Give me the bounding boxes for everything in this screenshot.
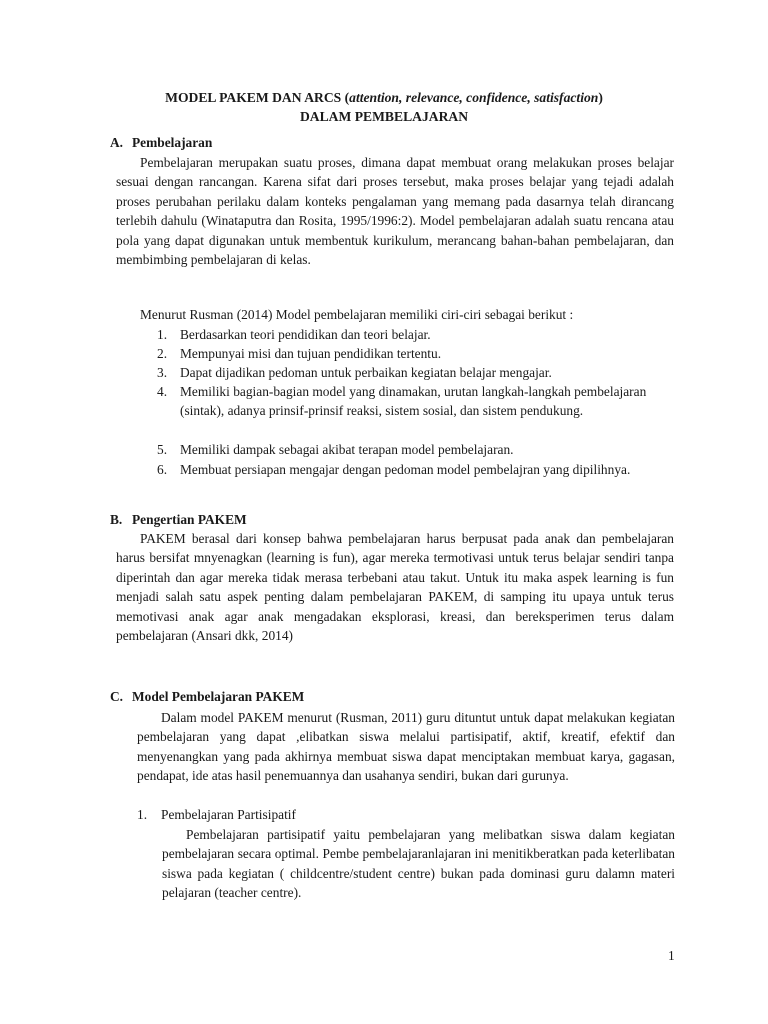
section-c-title: Model Pembelajaran PAKEM xyxy=(132,689,305,704)
section-c-heading xyxy=(110,687,304,706)
list-item: 2. Mempunyai misi dan tujuan pendidikan tertentu. xyxy=(157,346,442,361)
title-prefix: MODEL PAKEM DAN ARCS ( xyxy=(165,90,350,105)
list-item: 4. Memiliki bagian-bagian model yang dinamakan, urutan langkah-langkah pembelajaran (sintak), adanya prinsif-prinsif reaksi, sistem sosial, dan sistem pendukung. xyxy=(157,384,647,419)
section-a-title: Pembelajaran xyxy=(132,135,213,150)
document-title-line-2: DALAM PEMBELAJARAN xyxy=(299,109,469,124)
section-b-paragraph: PAKEM berasal dari konsep bahwa pembelajaran harus berpusat pada anak dan pembelajaran harus bersifat mnyenagkan (learning is fun), agar mereka termotivasi untuk terus belajar sendiri tanpa diperintah dan agar mereka tidak merasa terbebani atau takut. Untuk itu maka aspek learning is fun menjadi salah satu aspek penting dalam pembelajaran PAKEM, di samping itu upaya untuk terus memotivasi anak agar anak mengadakan eksplorasi, kreasi, dan bereksperimen terus dalam pembelajaran (Ansari dkk, 2014) xyxy=(116,531,674,644)
section-b-heading xyxy=(110,510,247,529)
section-a-paragraph: Pembelajaran merupakan suatu proses, dimana dapat membuat orang melakukan proses belajar sesuai dengan rancangan. Karena sifat dari proses tersebut, maka proses belajar yang tejadi adalah proses perubahan perilaku dalam konteks pengalaman yang memang pada dasarnya telah dirancang terlebih dahulu (Winataputra dan Rosita, 1995/1996:2). Model pembelajaran adalah suatu rencana atau pola yang dapat digunakan untuk membentuk kurikulum, merancang bahan-bahan pembelajaran, dan membimbing pembelajaran di kelas. xyxy=(116,155,674,268)
title-italic: attention, relevance, confidence, satisfaction xyxy=(349,90,599,105)
section-b-letter: B. xyxy=(110,512,123,527)
title-suffix: ) xyxy=(598,90,603,105)
document-title-line-1 xyxy=(0,88,768,107)
section-a-heading xyxy=(110,133,212,152)
section-c-paragraph: Dalam model PAKEM menurut (Rusman, 2011) guru dituntut untuk dapat melakukan kegiatan pembelajaran yang dapat ,elibatkan siswa melalui partisipatif, aktif, kreatif, efektif dan menyenangkan yang pada akhirnya membuat siswa dapat menciptakan membuat karya, gagasan, pendapat, ide atas hasil penemuannya dan usahanya sendiri, bukan dari gurunya. xyxy=(137,710,675,784)
list-item: 5. Memiliki dampak sebagai akibat terapan model pembelajaran. xyxy=(157,442,514,457)
list-item: 1. Berdasarkan teori pendidikan dan teori belajar. xyxy=(157,327,431,342)
section-a-intro: Menurut Rusman (2014) Model pembelajaran memiliki ciri-ciri sebagai berikut : xyxy=(140,307,574,322)
list-item: 6. Membuat persiapan mengajar dengan pedoman model pembelajran yang dipilihnya. xyxy=(157,462,631,477)
list-item: 3. Dapat dijadikan pedoman untuk perbaikan kegiatan belajar mengajar. xyxy=(157,365,552,380)
section-c-subheading: 1. Pembelajaran Partisipatif xyxy=(137,807,296,822)
section-c-letter: C. xyxy=(110,689,124,704)
page-number: 1 xyxy=(668,948,675,963)
section-c-sub-paragraph: Pembelajaran partisipatif yaitu pembelajaran yang melibatkan siswa dalam kegiatan pembelajaran secara optimal. Pembe pembelajaranlajaran ini menitikberatkan pada keterlibatan siswa pada kegiatan ( childcentre/student centre) bukan pada dominasi guru dalamn materi pelajaran (teacher centre). xyxy=(162,827,675,901)
section-a-letter: A. xyxy=(110,135,124,150)
section-b-title: Pengertian PAKEM xyxy=(132,512,247,527)
